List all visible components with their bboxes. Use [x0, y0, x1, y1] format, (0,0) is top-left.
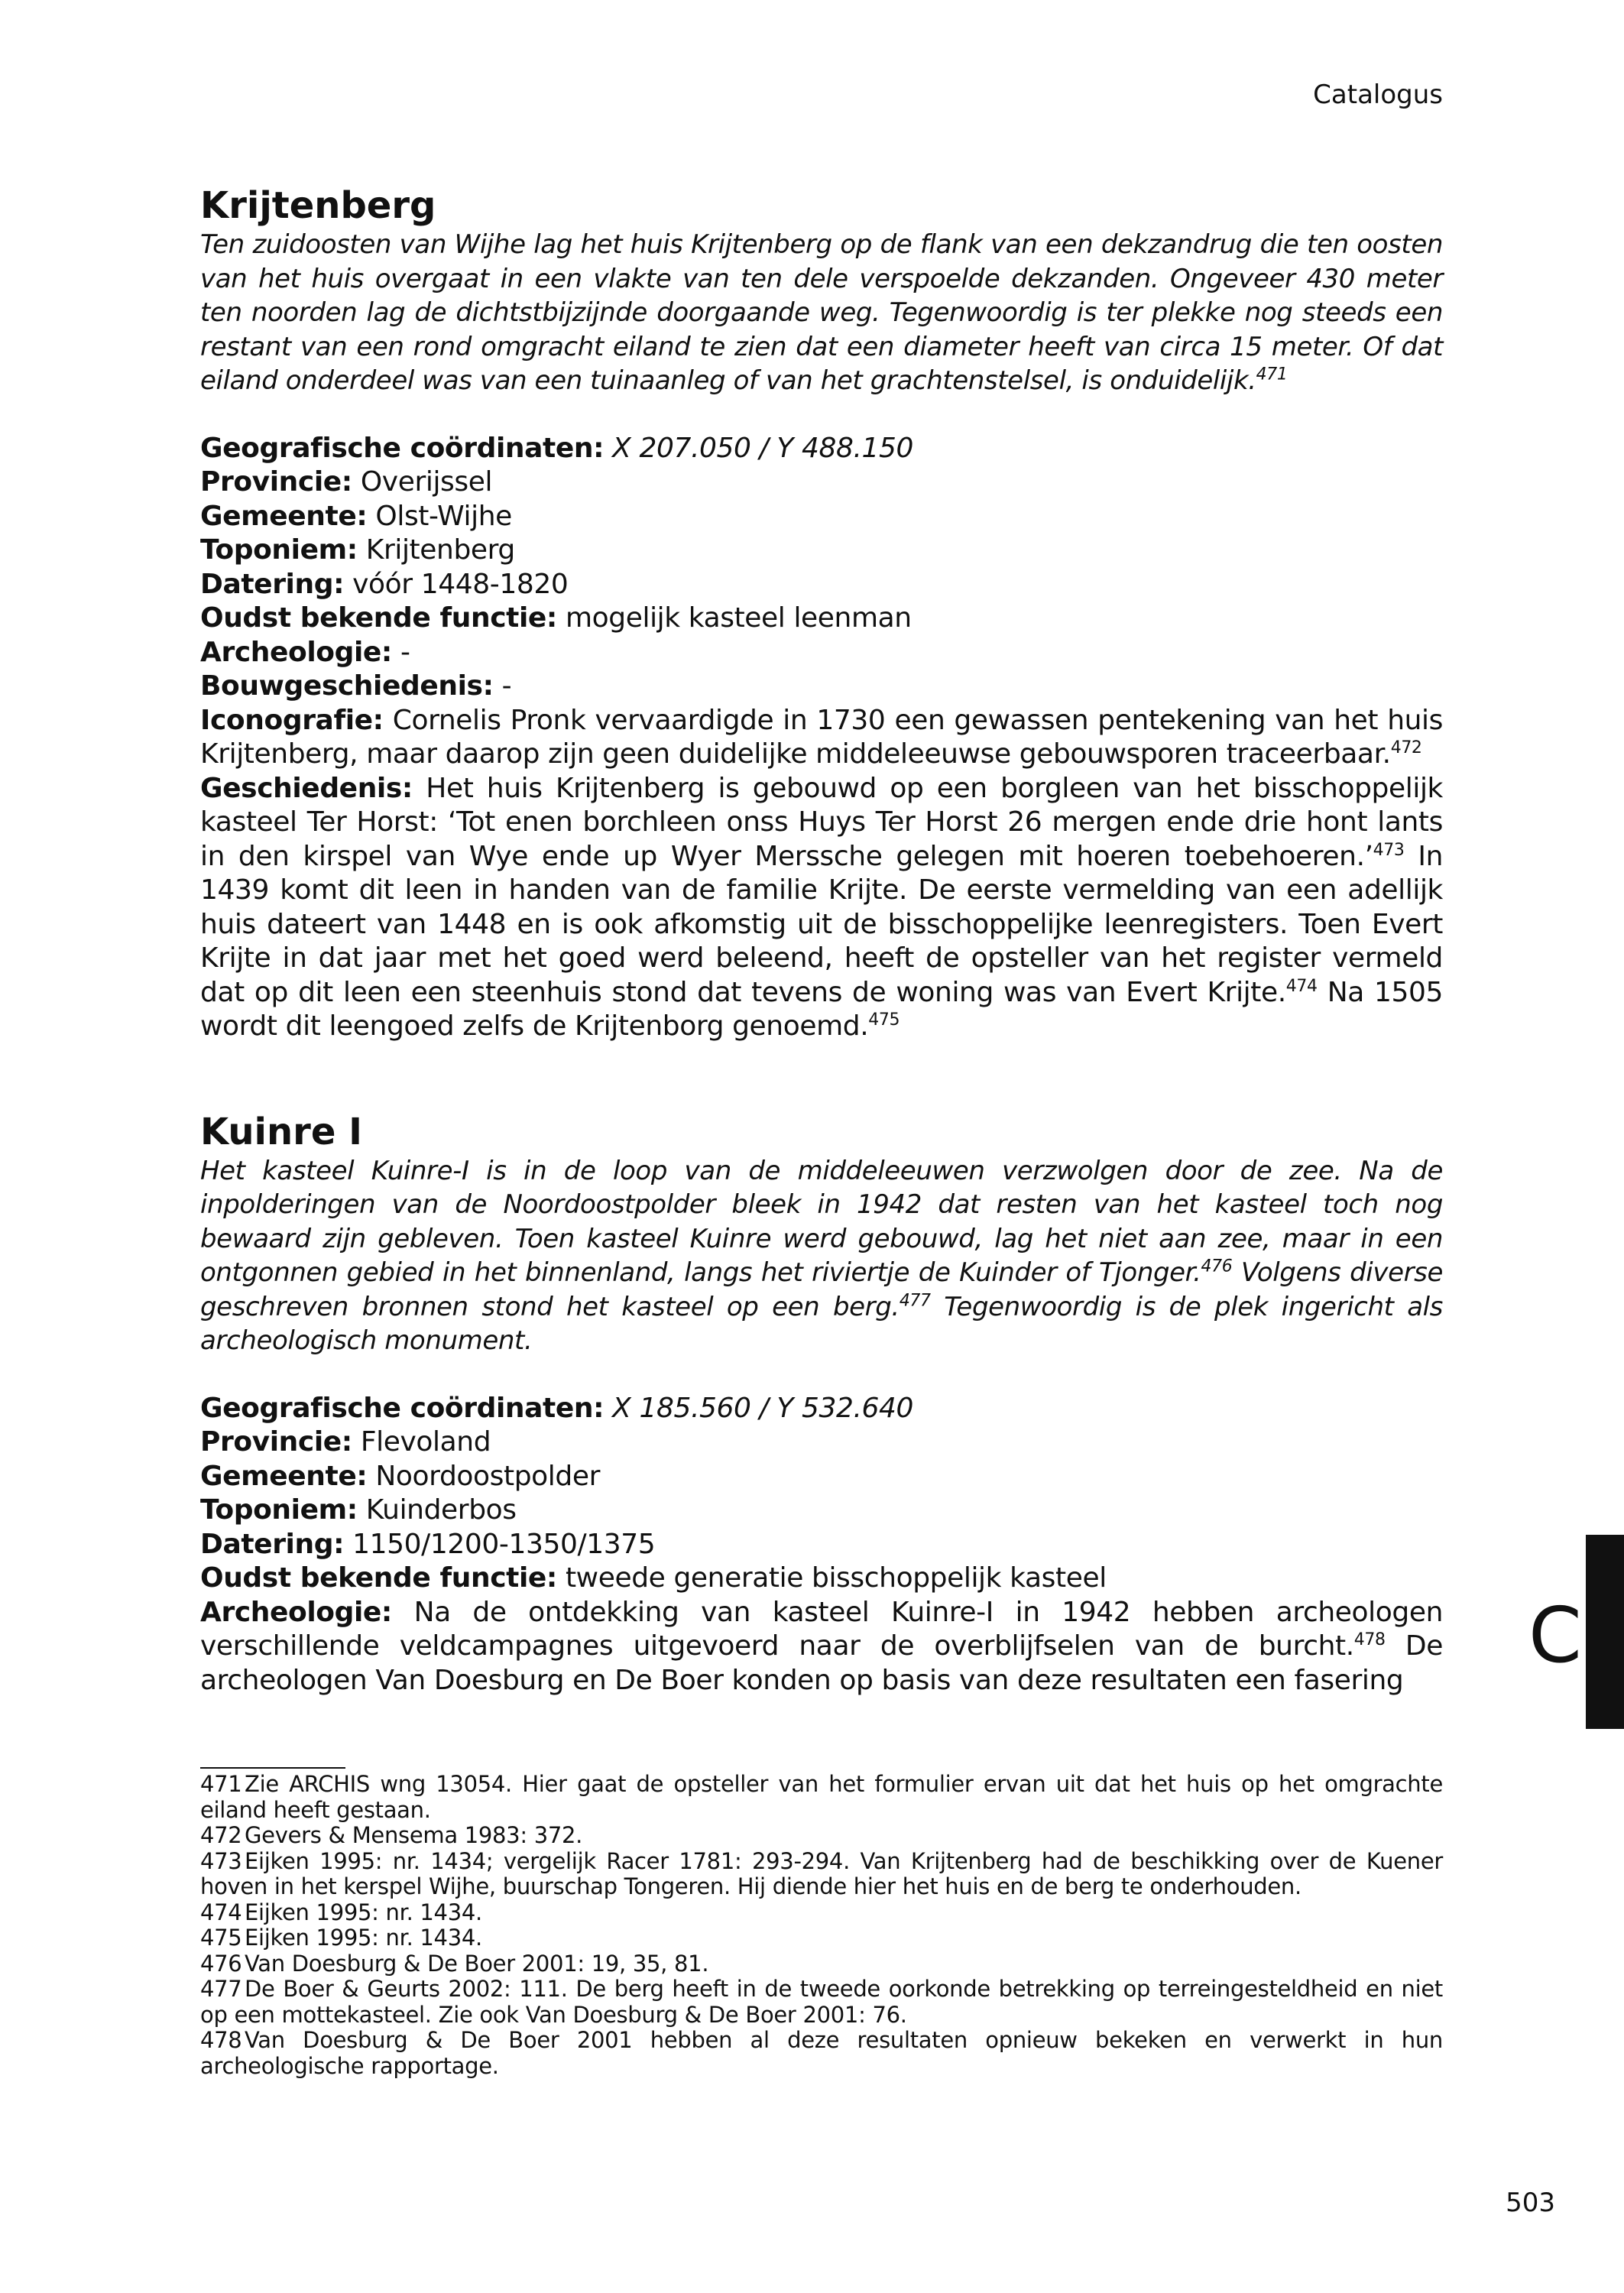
- running-header: Catalogus: [1313, 79, 1443, 110]
- main-content: [200, 183, 1443, 1698]
- entry-kuinre-i: [200, 1110, 1443, 1698]
- footnote: 473 Eijken 1995: nr. 1434; vergelijk Racer 1781: 293-294. Van Krijtenberg had de beschikking over de Kuener hoven in het kerspel Wijhe, buurschap Tongeren. Hij diende hier het huis en de berg te onderhouden.: [200, 1847, 1443, 1899]
- fact-gemeente: Gemeente: Olst-Wijhe: [200, 500, 512, 532]
- footnote: 476 Van Doesburg & De Boer 2001: 19, 35, 81.: [200, 1950, 709, 1977]
- entry-title: Kuinre I: [200, 1110, 362, 1153]
- fact-datering: Datering: 1150/1200-1350/1375: [200, 1528, 656, 1560]
- fact-list: [200, 1392, 1443, 1698]
- footnote-ref[interactable]: 477: [899, 1291, 931, 1311]
- footnote: 477 De Boer & Geurts 2002: 111. De berg heeft in de tweede oorkonde betrekking op terreingesteldheid en niet op een mottekasteel. Zie ook Van Doesburg & De Boer 2001: 76.: [200, 1976, 1443, 2028]
- entry-krijtenberg: [200, 183, 1443, 1044]
- footnote-ref[interactable]: 473: [1373, 840, 1405, 860]
- fact-provincie: Provincie: Flevoland: [200, 1426, 491, 1458]
- fact-coordinates: Geografische coördinaten: X 207.050 / Y 488.150: [200, 432, 914, 464]
- footnotes: [200, 1772, 1443, 2079]
- fact-list: [200, 432, 1443, 1044]
- footnote-ref[interactable]: 474: [1285, 976, 1318, 996]
- fact-coordinates: Geografische coördinaten: X 185.560 / Y 532.640: [200, 1392, 914, 1424]
- fact-functie: Oudst bekende functie: mogelijk kasteel leenman: [200, 602, 912, 634]
- fact-bouwgeschiedenis: Bouwgeschiedenis: -: [200, 670, 512, 702]
- fact-provincie: Provincie: Overijssel: [200, 466, 493, 498]
- footnote-divider: [200, 1767, 345, 1769]
- fact-toponiem: Toponiem: Krijtenberg: [200, 534, 515, 566]
- fact-toponiem: Toponiem: Kuinderbos: [200, 1494, 517, 1526]
- entry-title: Krijtenberg: [200, 184, 436, 227]
- footnote-ref[interactable]: 475: [868, 1010, 900, 1030]
- entry-intro: Het kasteel Kuinre-I is in de loop van de middeleeuwen verzwolgen door de zee. Na de inpolderingen van de Noordoostpolder bleek in 1942 dat resten van het kasteel toch nog bewaard zijn gebleven. Toen kasteel Kuinre werd gebouwd, lag het niet aan zee, maar in een ontgonnen gebied in het binnenland, langs het riviertje de Kuinder of Tjonger.$^{476}$ Volgens diverse geschreven bronnen stond het kasteel op een berg.$^{477}$ Tegenwoordig is de plek ingericht als archeologisch monument.: [200, 1155, 1443, 1356]
- footnote: 478 Van Doesburg & De Boer 2001 hebben al deze resultaten opnieuw bekeken en verwerkt in hun archeologische rapportage.: [200, 2027, 1443, 2079]
- footnote: 474 Eijken 1995: nr. 1434.: [200, 1899, 482, 1925]
- fact-archeologie: Archeologie: -: [200, 636, 410, 668]
- fact-datering: Datering: vóór 1448-1820: [200, 568, 569, 600]
- fact-archeologie: Archeologie: Na de ontdekking van kasteel Kuinre-I in 1942 hebben archeologen verschillende veldcampagnes uitgevoerd naar de overblijfselen van de burcht.$^{478}$ De archeologen Van Doesburg en De Boer konden op basis van deze resultaten een fasering: [200, 1596, 1444, 1696]
- footnote-ref[interactable]: 472: [1390, 738, 1422, 757]
- thumb-index-tab: [1586, 1535, 1624, 1729]
- fact-gemeente: Gemeente: Noordoostpolder: [200, 1460, 601, 1492]
- fact-geschiedenis: Geschiedenis: Het huis Krijtenberg is gebouwd op een borgleen van het bisschoppelijk kasteel Ter Horst: ‘Tot enen borchleen onss Huys Ter Horst 26 mergen ende drie hont lants in den kirspel van Wye ende up Wyer Merssche gelegen mit hoeren toebehoeren.’$^{473}$ In 1439 komt dit leen in handen van de familie Krijte. De eerste vermelding van een adellijk huis dateert van 1448 en is ook afkomstig uit de bisschoppelijke leenregisters. Toen Evert Krijte in dat jaar met het goed werd beleend, heeft de opsteller van het register vermeld dat op dit leen een steenhuis stond dat tevens de woning was van Evert Krijte.$^{474}$ Na 1505 wordt dit leengoed zelfs de Krijtenborg genoemd.$^{475}$: [200, 772, 1444, 1042]
- footnote: 471 Zie ARCHIS wng 13054. Hier gaat de opsteller van het formulier ervan uit dat het huis op het omgrachte eiland heeft gestaan.: [200, 1771, 1443, 1823]
- footnote-ref[interactable]: 478: [1353, 1630, 1386, 1649]
- fact-functie: Oudst bekende functie: tweede generatie bisschoppelijk kasteel: [200, 1562, 1107, 1594]
- entry-intro: Ten zuidoosten van Wijhe lag het huis Krijtenberg op de flank van een dekzandrug die ten oosten van het huis overgaat in een vlakte van ten dele verspoelde dekzanden. Ongeveer 430 meter ten noorden lag de dichtstbijzijnde doorgaande weg. Tegenwoordig is ter plekke nog steeds een restant van een rond omgracht eiland te zien dat een diameter heeft van circa 15 meter. Of dat eiland onderdeel was van een tuinaanleg of van het grachtenstelsel, is onduidelijk.$^{471}$: [200, 229, 1443, 396]
- section-letter: C: [1528, 1591, 1582, 1680]
- page-number: 503: [1506, 2188, 1555, 2218]
- footnote-ref[interactable]: 471: [1256, 365, 1288, 384]
- fact-iconografie: Iconografie: Cornelis Pronk vervaardigde in 1730 een gewassen pentekening van het huis Krijtenberg, maar daarop zijn geen duidelijke middeleeuwse gebouwsporen traceerbaar.$^{472}$: [200, 704, 1443, 770]
- footnote: 472 Gevers & Mensema 1983: 372.: [200, 1822, 583, 1848]
- footnote: 475 Eijken 1995: nr. 1434.: [200, 1925, 482, 1951]
- footnote-ref[interactable]: 476: [1201, 1257, 1233, 1276]
